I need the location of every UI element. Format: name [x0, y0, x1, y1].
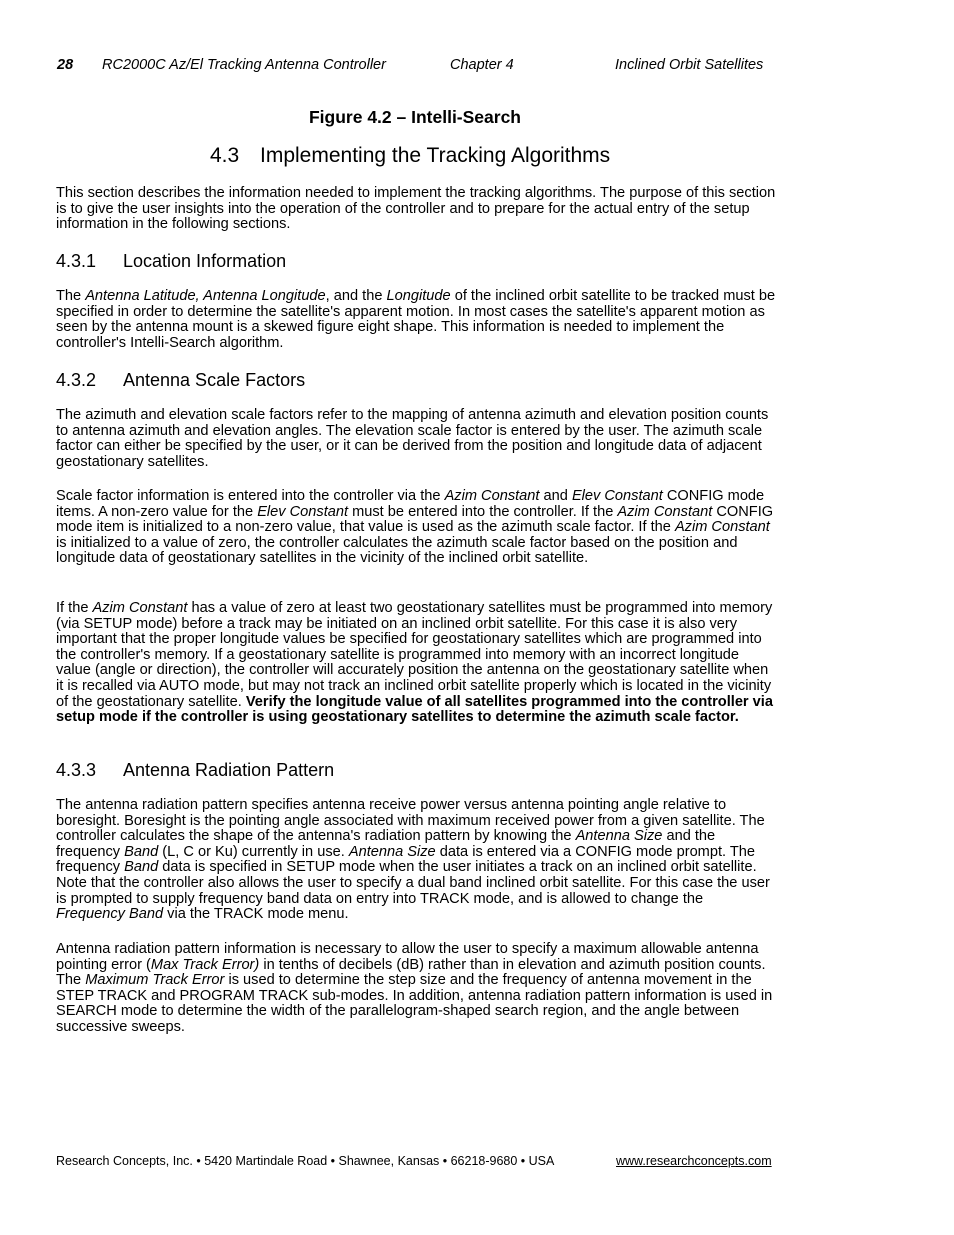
section-label: Inclined Orbit Satellites [615, 57, 764, 73]
scale-factors-paragraph-1: The azimuth and elevation scale factors refer to the mapping of antenna azimuth and elevation position counts to antenna azimuth and elevation angles. The elevation scale factor is entered by the user. The azimuth scale factor can either be specified by the user, or it can be derived from the position and longitude data of adjacent geostationary satellites. [56, 407, 769, 470]
section-title: Implementing the Tracking Algorithms [260, 144, 611, 167]
subsection-number: 4.3.3 [56, 760, 97, 780]
footer-website-link[interactable]: www.researchconcepts.com [616, 1154, 772, 1168]
subsection-title: Antenna Radiation Pattern [123, 760, 335, 780]
figure-caption: Figure 4.2 – Intelli-Search [308, 107, 522, 127]
radiation-pattern-paragraph-2: Antenna radiation pattern information is necessary to allow the user to specify a maximum allowable antenna pointing error (Max Track Error) in tenths of decibels (dB) rather than in elevation and azimuth position counts. The Maximum Track Error is used to determine the step size and the frequency of antenna movement in the STEP TRACK and PROGRAM TRACK sub-modes. In addition, antenna radiation pattern information is used in SEARCH mode to determine the width of the parallelogram-shaped search region, and the angle between successive sweeps. [56, 941, 773, 1035]
subsection-heading-4-3-2 [56, 370, 305, 391]
radiation-pattern-paragraph-1: The antenna radiation pattern specifies antenna receive power versus antenna pointing angle relative to boresight. Boresight is the pointing angle associated with maximum received power from a given satellite. The controller calculates the shape of the antenna's radiation pattern by knowing the Antenna Size and the frequency Band (L, C or Ku) currently in use. Antenna Size data is entered via a CONFIG mode prompt. The frequency Band data is specified in SETUP mode when the user initiates a track on an inclined orbit satellite. Note that the controller also allows the user to specify a dual band inclined orbit satellite. For this case the user is prompted to supply frequency band data on entry into TRACK mode, and is allowed to change the Frequency Band via the TRACK mode menu. [56, 797, 770, 923]
scale-factors-paragraph-3: If the Azim Constant has a value of zero at least two geostationary satellites must be programmed into memory (via SETUP mode) before a track may be initiated on an inclined orbit satellite. For this case it is also very important that the proper longitude values be specified for geostationary satellites which are programmed into the controller's memory. If a geostationary satellite is programmed into memory with an incorrect longitude value (angle or direction), the controller will accurately position the antenna on the geostationary satellite when it is recalled via AUTO mode, but may not track an inclined orbit satellite properly which is located in the vicinity of the geostationary satellite. Verify the longitude value of all satellites programmed into the controller via setup mode if the controller is using geostationary satellites to determine the azimuth scale factor. [56, 600, 773, 726]
subsection-title: Location Information [123, 251, 287, 271]
chapter-label: Chapter 4 [450, 57, 514, 73]
page-number: 28 [57, 57, 74, 73]
subsection-title: Antenna Scale Factors [123, 370, 306, 390]
section-number: 4.3 [210, 144, 240, 167]
subsection-number: 4.3.1 [56, 251, 97, 271]
scale-factors-paragraph-2: Scale factor information is entered into the controller via the Azim Constant and Elev Constant CONFIG mode items. A non-zero value for the Elev Constant must be entered into the controller. If the Azim Constant CONFIG mode item is initialized to a non-zero value, that value is used as the azimuth scale factor. If the Azim Constant is initialized to a value of zero, the controller calculates the azimuth scale factor based on the position and longitude data of geostationary satellites in the vicinity of the inclined orbit satellite. [56, 488, 774, 567]
subsection-heading-4-3-3 [56, 760, 334, 781]
section-heading-4-3 [210, 144, 610, 168]
subsection-heading-4-3-1 [56, 251, 286, 272]
location-paragraph: The Antenna Latitude, Antenna Longitude, and the Longitude of the inclined orbit satellite to be tracked must be specified in order to determine the satellite's apparent motion. In most cases the satellite's apparent motion as seen by the antenna mount is a skewed figure eight shape. This information is needed to implement the controller's Intelli-Search algorithm. [56, 288, 776, 351]
document-title: RC2000C Az/El Tracking Antenna Controller [102, 57, 386, 73]
footer-address: Research Concepts, Inc. • 5420 Martindale Road • Shawnee, Kansas • 66218-9680 • USA [56, 1154, 555, 1168]
subsection-number: 4.3.2 [56, 370, 97, 390]
section-intro-paragraph: This section describes the information needed to implement the tracking algorithms. The purpose of this section is to give the user insights into the operation of the controller and to prepare for the actual entry of the setup information in the following sections. [56, 185, 776, 233]
